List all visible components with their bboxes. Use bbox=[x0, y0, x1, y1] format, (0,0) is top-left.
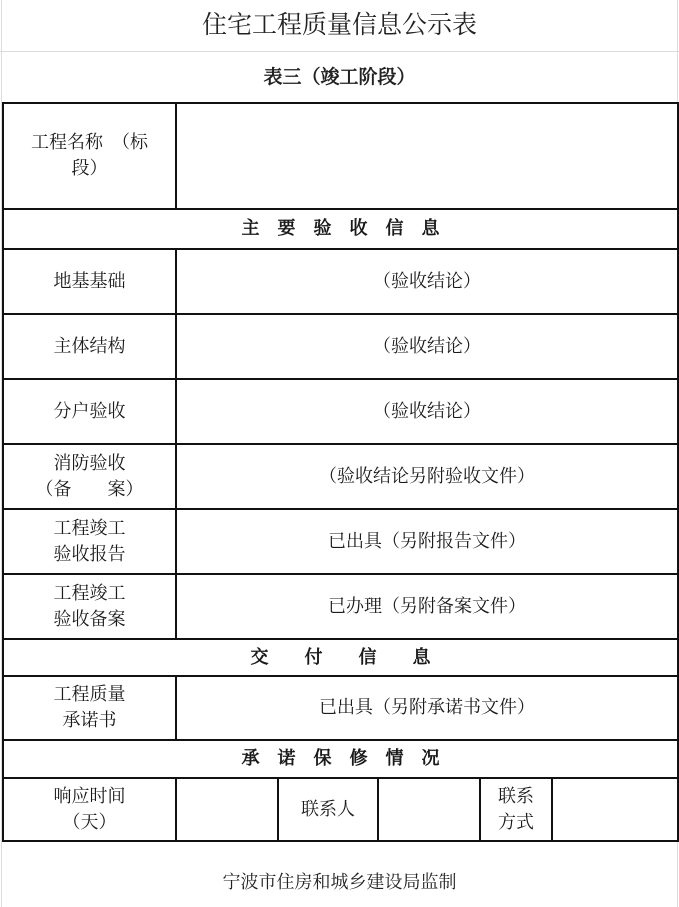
section-warranty: 承 诺 保 修 情 况 bbox=[3, 740, 678, 778]
contact-method-label-line2: 方式 bbox=[498, 811, 534, 833]
table-subtitle: 表三（竣工阶段） bbox=[263, 66, 416, 88]
warranty-row bbox=[3, 778, 678, 841]
fire-acceptance-label-line1: 消防验收 bbox=[53, 452, 126, 474]
fire-acceptance-label-line2: （备 案） bbox=[35, 478, 144, 500]
quality-commitment-label-line1: 工程质量 bbox=[53, 684, 126, 705]
completion-report-label-line1: 工程竣工 bbox=[53, 517, 126, 539]
table-row bbox=[3, 509, 678, 574]
completion-filing-value: 已办理（另附备案文件） bbox=[176, 574, 678, 639]
table-row bbox=[3, 249, 678, 314]
response-time-label bbox=[3, 778, 176, 841]
table-row bbox=[3, 379, 678, 444]
response-time-label-line2: （天） bbox=[62, 811, 117, 833]
contact-method-label bbox=[480, 778, 552, 841]
quality-commitment-value: 已出具（另附承诺书文件） bbox=[176, 676, 678, 740]
contact-person-label: 联系人 bbox=[278, 778, 378, 841]
table-row bbox=[3, 444, 678, 509]
section-warranty-row bbox=[3, 740, 678, 778]
contact-method-label-line1: 联系 bbox=[498, 785, 534, 807]
completion-filing-label-line1: 工程竣工 bbox=[53, 582, 126, 604]
quality-commitment-label-line2: 承诺书 bbox=[62, 710, 117, 731]
completion-filing-label bbox=[3, 574, 176, 639]
unit-acceptance-value: （验收结论） bbox=[176, 379, 678, 444]
table-row bbox=[3, 676, 678, 740]
section-delivery: 交 付 信 息 bbox=[3, 639, 678, 676]
contact-method-value[interactable] bbox=[552, 778, 678, 841]
fire-acceptance-label bbox=[3, 444, 176, 509]
contact-person-value[interactable] bbox=[378, 778, 480, 841]
completion-report-value: 已出具（另附报告文件） bbox=[176, 509, 678, 574]
main-structure-label bbox=[3, 314, 176, 379]
table-row bbox=[3, 314, 678, 379]
fire-acceptance-value: （验收结论另附验收文件） bbox=[176, 444, 678, 509]
issuer-footer: 宁波市住房和城乡建设局监制 bbox=[222, 872, 457, 893]
section-main-acceptance: 主 要 验 收 信 息 bbox=[3, 209, 678, 249]
quality-commitment-label bbox=[3, 676, 176, 740]
project-name-label-line1: 工程名称 （标 bbox=[31, 132, 148, 153]
foundation-label-line1: 地基基础 bbox=[53, 270, 126, 292]
unit-acceptance-label-line1: 分户验收 bbox=[53, 400, 126, 422]
info-table bbox=[2, 102, 679, 842]
foundation-label bbox=[3, 249, 176, 314]
main-structure-value: （验收结论） bbox=[176, 314, 678, 379]
foundation-value: （验收结论） bbox=[176, 249, 678, 314]
page-title: 住宅工程质量信息公示表 bbox=[0, 0, 679, 52]
response-time-label-line1: 响应时间 bbox=[53, 785, 126, 807]
response-time-value[interactable] bbox=[176, 778, 278, 841]
project-name-row bbox=[3, 103, 678, 209]
project-name-label-line2: 段） bbox=[71, 158, 108, 179]
project-name-value[interactable] bbox=[176, 103, 678, 209]
table-row bbox=[3, 574, 678, 639]
project-name-label bbox=[3, 103, 176, 209]
completion-filing-label-line2: 验收备案 bbox=[53, 608, 126, 630]
completion-report-label-line2: 验收报告 bbox=[53, 543, 126, 565]
section-main-acceptance-row bbox=[3, 209, 678, 249]
completion-report-label bbox=[3, 509, 176, 574]
unit-acceptance-label bbox=[3, 379, 176, 444]
main-structure-label-line1: 主体结构 bbox=[53, 335, 126, 357]
section-delivery-row bbox=[3, 639, 678, 676]
